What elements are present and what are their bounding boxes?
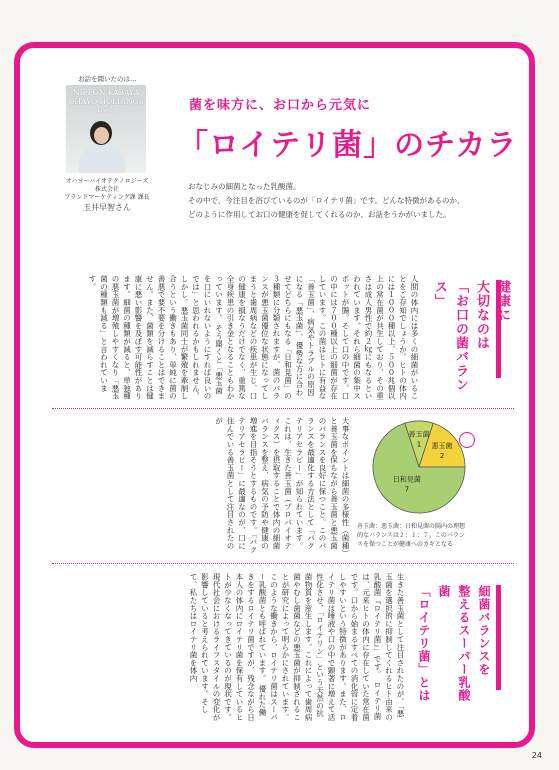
section1-heading-line: 大切なのは (474, 280, 489, 350)
section2-heading (414, 585, 494, 713)
company-name: オハヨーバイオテクノロジーズ (65, 178, 149, 185)
paragraph: このような働きから、ロイテリ菌はスーパー乳酸菌とも呼ばれています。 (258, 573, 279, 722)
department: ブランドマーケティング課 課長 (64, 194, 150, 201)
person-body (79, 145, 125, 173)
paragraph: 生きた善玉菌として注目されたのが、「悪玉菌を選択的に抑制してくれるヒト由来の乳酸菌『ロイテリ菌』」です。 (373, 573, 405, 722)
pie-value-label: 2 (439, 452, 445, 461)
paragraph: 人間の体内には多くの細菌がいることをご存知でしょうか。ヒトの体内には１０００種以上、５００兆個以上の常在菌が共生しており、その重さは成人男性で約２㎏にもなるといわれています。それら細菌の集中スポットが腸。そして口の中です。口の中には７００種以上の細菌が存在しています。この菌はヒトに有益な「善玉菌」、病気やトラブルの原因になる「悪玉菌」、優勢な方に合わせてどちらにもなる「日和見菌」の３種類に分類されますが、菌のバランスが悪玉菌優位な状態になってしまうと歯周病などの疾患が生じ、口の健康を損なうだけでなく、重篤な全身疾患の引き金となることもわかっています。 (214, 275, 419, 400)
section2-heading-bar (496, 585, 501, 690)
lead-line: その中で、今注目を浴びているのが「ロイテリ菌」です。どんな特徴があるのか、 (188, 196, 465, 205)
paragraph: 大事なポイントは細菌の多様性（菌種）と善玉菌を保ちながら善玉菌と悪玉菌のバランスを良好に保つこと。このバランスを最適化する方法として「バクテリアセラピー」が知られています。 (295, 417, 350, 554)
pie-value-label: 7 (404, 485, 410, 494)
section1-heading (429, 280, 513, 400)
section1-heading-line: 「お口の菌バランス」 (432, 280, 468, 392)
section2-heading-line: 整えるスーパー乳酸菌 (437, 585, 471, 702)
interviewee-photo (66, 85, 146, 173)
section2-heading-line: 「ロイテリ菌」とは (417, 585, 431, 702)
pie-svg (363, 413, 475, 518)
page-number: 24 (531, 751, 542, 760)
company-logo: NIPPON KABAYA OHAYO HOLDINGS INC. (68, 88, 144, 114)
band-divider (52, 408, 514, 409)
lead-line: おなじみの細菌となった乳酸菌。 (188, 182, 301, 191)
interviewee-profile (62, 178, 152, 212)
company-type: 株式会社 (94, 186, 119, 193)
paragraph: ロイテリ菌は、元来ヒトの体内に存在していた常在菌です。口から始まるすべての消化管に定着しやすいという特徴があります。また、ロイテリ菌は唾液や口の中で顕著に増えて活性化させ、「ロイテリン」という天然の抗菌物質を産生します。これによって歯周病菌やむし歯菌などの悪玉菌が抑制されることが研究によって明らかにされています。 (281, 573, 382, 722)
section2-heading-line: 細菌バランスを (477, 585, 491, 676)
pie-category-label: 善玉菌 (408, 430, 430, 439)
section2-body (64, 573, 406, 723)
lead-line: どのように作用してお口の健康を促してくれるのか、お話をうかがいました。 (188, 210, 451, 219)
band-divider (52, 563, 514, 564)
section1-body-middle (64, 417, 351, 555)
pie-category-label: 悪玉菌 (431, 442, 453, 451)
section1-body-upper (64, 275, 420, 402)
article-subtitle: 菌を味方に、お口から元気に (189, 98, 372, 113)
chart-bubble (459, 432, 475, 448)
person-face (94, 127, 109, 144)
paragraph: そう聞くと「悪玉菌を口にいれないようにすれば良いのでは」と思われるかもしれません。しかし、悪玉菌同士が繁殖を牽制し合うという働きもあり、単純に菌の善悪で要不要を分けることはできません。また、菌類を減らすことは健康に悪い影響を及ぼす可能性があります。細菌の種類が減ると、単独種の悪玉菌が増殖しやすくなり「悪玉菌の種類も減る」と言われています。 (88, 275, 224, 400)
balance-pie-chart (363, 413, 475, 518)
pie-value-label: 1 (416, 440, 422, 449)
article-title: 「ロイテリ菌」のチカラ (178, 128, 518, 163)
paragraph: 優れた働きをするロイテリ菌ですが、残念ながら日本人の体内にロイテリ菌を保有しているヒトが少なくなってきているのが現状です。現代社会におけるライフスタイルの変化が影響していると考えられています。そして、私たちはロイテリ菌を体内 (189, 573, 267, 722)
pie-category-label: 日和見菌 (392, 475, 421, 484)
interviewee-intro: お話を聞いたのは… (78, 75, 137, 83)
paragraph: これは、生きた善玉菌（プロバイオティクス）を摂取することで体内の細菌バランスを整え、病気の予防や健康の増進を目指そうとするものです。「バクテリアセラピー」に最適なのが、口に住んでいる善玉菌として注目されたのが (214, 417, 293, 554)
interviewee-name: 玉井早智さん (83, 203, 131, 212)
section1-heading-line: 健康に (495, 280, 510, 322)
chart-note: 善玉菌：悪玉菌：日和見菌の腸内の理想的なバランスは２：１：７。このバランスを保つことが健康へのカギとなる (357, 523, 466, 548)
article-lead (188, 180, 518, 222)
